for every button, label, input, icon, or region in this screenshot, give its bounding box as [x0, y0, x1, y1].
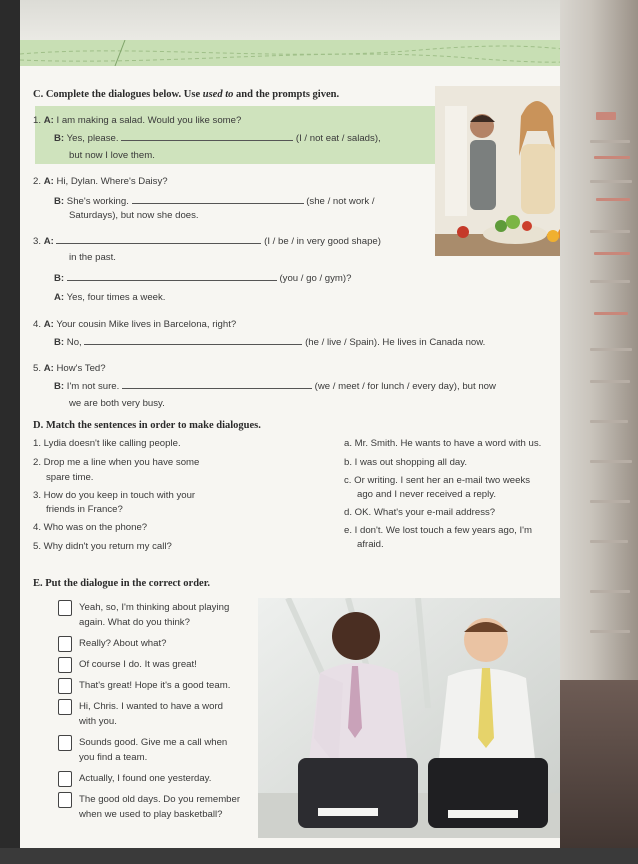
match-left-4: 4. Who was on the phone?: [33, 522, 148, 533]
dialogue-option-8: The good old days. Do you remember: [79, 794, 241, 805]
heading-text: C. Complete the dialogues below. Use: [33, 89, 203, 100]
dialogue-option-7: Actually, I found one yesterday.: [79, 773, 212, 784]
answer-blank[interactable]: [121, 140, 293, 141]
match-right-c: c. Or writing. I sent her an e-mail two weeks: [344, 475, 531, 486]
answer-blank[interactable]: [84, 344, 302, 345]
dialogue-3-b: B: (you / go / gym)?: [54, 273, 352, 284]
section-c-heading: [33, 89, 339, 100]
order-box-3[interactable]: [58, 657, 72, 673]
heading-emphasis: used to: [202, 89, 234, 100]
page-top-shadow: [20, 0, 600, 44]
match-left-5: 5. Why didn't you return my call?: [33, 541, 172, 552]
section-d-heading: D. Match the sentences in order to make dialogues.: [33, 420, 261, 431]
workbook-page: [20, 0, 600, 864]
match-left-1: 1. Lydia doesn't like calling people.: [33, 438, 181, 449]
answer-blank[interactable]: [122, 388, 312, 389]
dialogue-5-b: B: I'm not sure. (we / meet / for lunch / every day), but now: [54, 381, 496, 392]
dialogue-option-6-cont: you find a team.: [79, 752, 148, 763]
office-photo: [258, 598, 568, 838]
match-left-3-cont: friends in France?: [46, 504, 123, 515]
dialogue-2-b-cont: Saturdays), but now she does.: [69, 210, 199, 221]
adjacent-page-edge: [560, 0, 638, 864]
dialogue-5-a: 5. A: How's Ted?: [33, 363, 106, 374]
match-left-2: 2. Drop me a line when you have some: [33, 457, 200, 468]
answer-blank[interactable]: [132, 203, 304, 204]
two-men-talking-illustration: [258, 598, 568, 838]
dialogue-4-b: B: No, (he / live / Spain). He lives in Canada now.: [54, 337, 486, 348]
match-right-a: a. Mr. Smith. He wants to have a word with us.: [344, 438, 542, 449]
dialogue-1-b: B: Yes, please. (I / not eat / salads),: [54, 133, 381, 144]
match-right-d: d. OK. What's your e-mail address?: [344, 507, 496, 518]
order-box-7[interactable]: [58, 771, 72, 787]
dialogue-option-5: Hi, Chris. I wanted to have a word: [79, 701, 223, 712]
dialogue-option-1-cont: again. What do you think?: [79, 617, 190, 628]
order-box-2[interactable]: [58, 636, 72, 652]
dialogue-4-a: 4. A: Your cousin Mike lives in Barcelona, right?: [33, 319, 237, 330]
answer-blank[interactable]: [56, 243, 261, 244]
decorative-green-band: [20, 40, 600, 66]
wave-decoration-icon: [20, 40, 600, 66]
order-box-6[interactable]: [58, 735, 72, 751]
kitchen-photo: [435, 86, 580, 256]
answer-blank[interactable]: [67, 280, 277, 281]
page-bottom-shadow: [0, 848, 638, 864]
dialogue-1-a: 1. A: I am making a salad. Would you like some?: [33, 115, 242, 126]
match-left-3: 3. How do you keep in touch with your: [33, 490, 196, 501]
dialogue-3-a: 3. A: (I / be / in very good shape): [33, 236, 381, 247]
order-box-8[interactable]: [58, 792, 72, 808]
dialogue-option-5-cont: with you.: [79, 716, 117, 727]
dialogue-2-b: B: She's working. (she / not work /: [54, 196, 375, 207]
dialogue-2-a: 2. A: Hi, Dylan. Where's Daisy?: [33, 176, 168, 187]
dialogue-option-6: Sounds good. Give me a call when: [79, 737, 228, 748]
heading-text-tail: and the prompts given.: [233, 89, 340, 100]
dialogue-3-a2: A: Yes, four times a week.: [54, 292, 166, 303]
dialogue-1-b-cont: but now I love them.: [69, 150, 155, 161]
match-right-e: e. I don't. We lost touch a few years ago, I'm: [344, 525, 532, 536]
dialogue-option-3: Of course I do. It was great!: [79, 659, 197, 670]
dialogue-option-2: Really? About what?: [79, 638, 167, 649]
section-e-heading: E. Put the dialogue in the correct order.: [33, 578, 211, 589]
order-box-5[interactable]: [58, 699, 72, 715]
match-right-c-cont: ago and I never received a reply.: [357, 489, 497, 500]
dialogue-option-8-cont: when we used to play basketball?: [79, 809, 223, 820]
dialogue-5-b-cont: we are both very busy.: [69, 398, 165, 409]
couple-cooking-illustration: [435, 86, 580, 256]
match-right-e-cont: afraid.: [357, 539, 384, 550]
order-box-1[interactable]: [58, 600, 72, 616]
order-box-4[interactable]: [58, 678, 72, 694]
match-right-b: b. I was out shopping all day.: [344, 457, 468, 468]
dialogue-3-a-cont: in the past.: [69, 252, 116, 263]
dialogue-option-4: That's great! Hope it's a good team.: [79, 680, 231, 691]
match-left-2-cont: spare time.: [46, 472, 94, 483]
dialogue-option-1: Yeah, so, I'm thinking about playing: [79, 602, 230, 613]
